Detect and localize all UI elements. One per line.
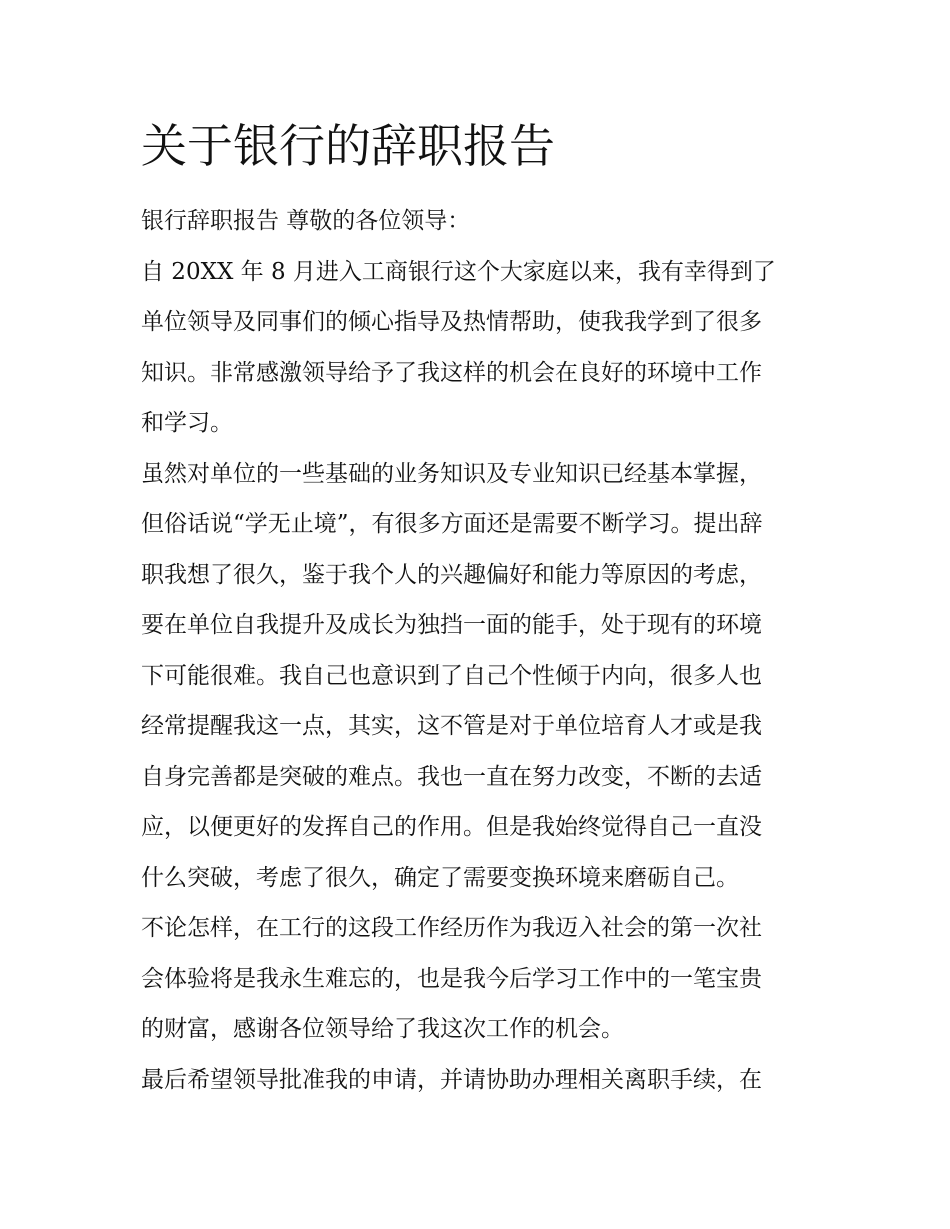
paragraph-4 (141, 1055, 813, 1106)
text-line: 要在单位自我提升及成长为独挡一面的能手，处于现有的环境 (141, 612, 762, 638)
text-line: 虽然对单位的一些基础的业务知识及专业知识已经基本掌握， (141, 460, 762, 487)
text-line: 不论怎样，在工行的这段工作经历作为我迈入社会的第一次社 (141, 915, 762, 941)
paragraph-1 (141, 247, 813, 449)
text-line: 应，以便更好的发挥自己的作用。但是我始终觉得自己一直没 (141, 814, 762, 840)
paragraph-greeting (141, 196, 813, 247)
text-line: 最后希望领导批准我的申请，并请协助办理相关离职手续，在 (141, 1066, 762, 1093)
text-line: 什么突破，考虑了很久，确定了需要变换环境来磨砺自己。 (141, 864, 739, 891)
text-line: 经常提醒我这一点，其实，这不管是对于单位培育人才或是我 (141, 713, 762, 739)
document-content (141, 113, 813, 1105)
text-line: 会体验将是我永生难忘的，也是我今后学习工作中的一笔宝贵 (141, 965, 762, 992)
text-line: 职我想了很久，鉴于我个人的兴趣偏好和能力等原因的考虑， (141, 561, 762, 588)
text-line: 下可能很难。我自己也意识到了自己个性倾于内向，很多人也 (141, 662, 762, 689)
text-line: 自身完善都是突破的难点。我也一直在努力改变，不断的去适 (141, 763, 762, 790)
paragraph-3 (141, 903, 813, 1055)
text-line: 的财富，感谢各位领导给了我这次工作的机会。 (141, 1016, 624, 1042)
text-line: 单位领导及同事们的倾心指导及热情帮助，使我我学到了很多 (141, 309, 762, 335)
document-title: 关于银行的辞职报告 (141, 119, 555, 173)
text-line: 银行辞职报告 尊敬的各位领导： (141, 208, 471, 234)
text-line: 自 20XX 年 8 月进入工商银行这个大家庭以来，我有幸得到了 (141, 258, 776, 285)
paragraph-2 (141, 449, 813, 904)
text-line: 知识。非常感激领导给予了我这样的机会在良好的环境中工作 (141, 359, 762, 386)
text-line: 和学习。 (141, 410, 233, 436)
text-line: 但俗话说“学无止境”，有很多方面还是需要不断学习。提出辞 (141, 511, 763, 537)
